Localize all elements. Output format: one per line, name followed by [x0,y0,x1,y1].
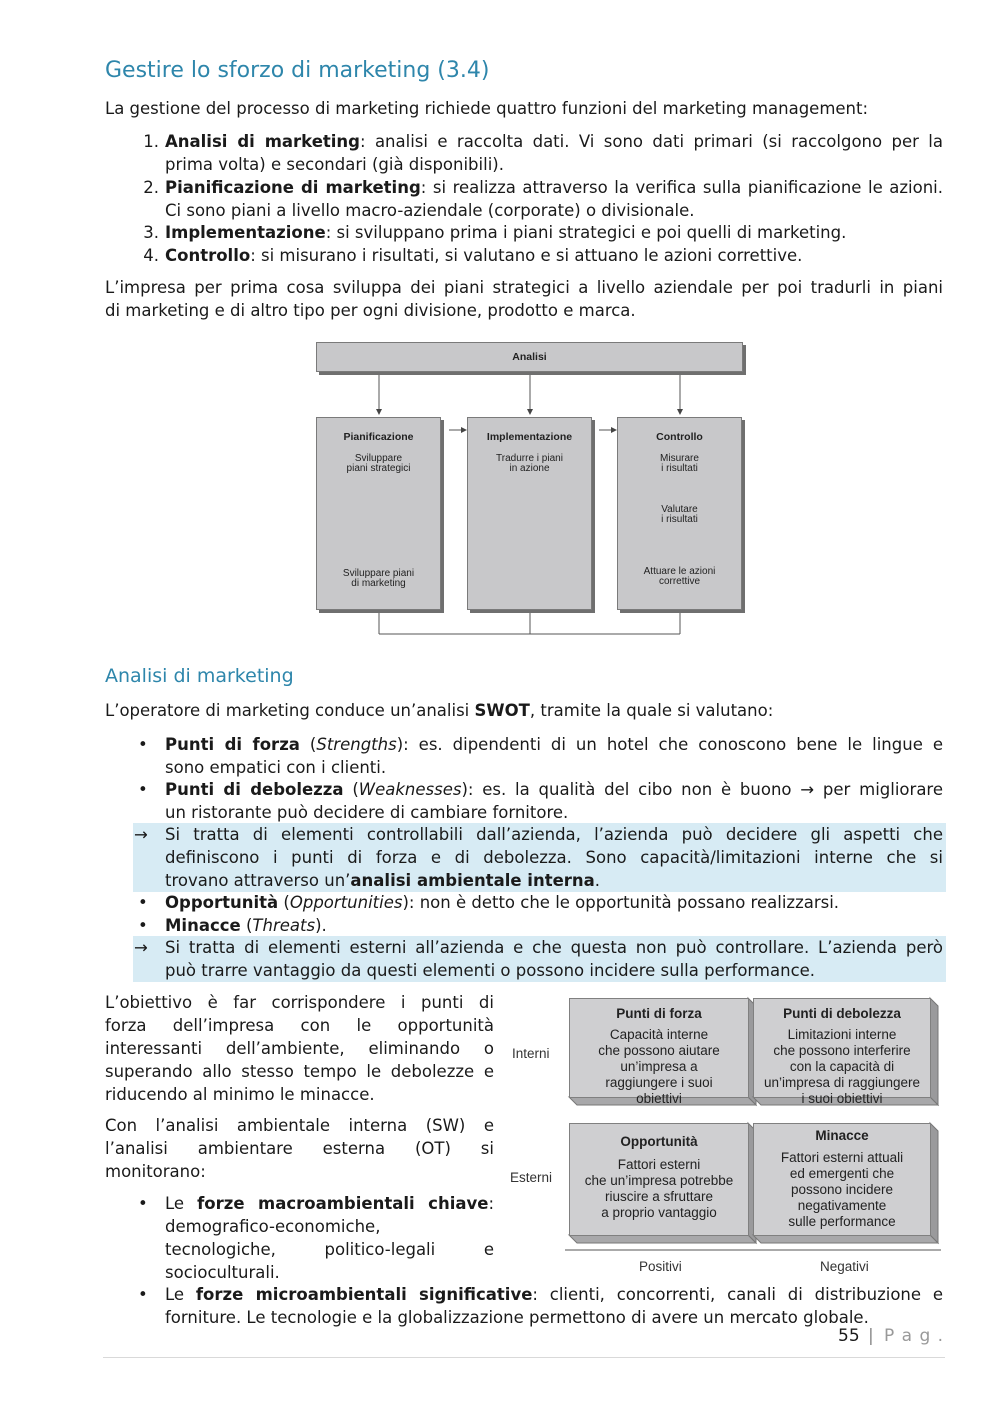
list-item [143,244,943,267]
list-number: 4. [143,246,159,265]
monitor-paragraph: Con l’analisi ambientale interna (SW) e l’analisi ambientare esterna (OT) si monitorano: [105,1116,494,1181]
analisi-label: Analisi [512,351,547,363]
item-text: prima volta) e secondari (già disponibili). [165,155,504,174]
item-text: : si misurano i risultati, si valutano e si attuano le azioni correttive. [250,246,803,265]
strategy-paragraph: L’impresa per prima cosa sviluppa dei piani strategici a livello aziendale per poi tradurli in piani di marketing e di altro tipo per ogni divisione, prodotto e marca. [105,278,943,320]
swot-matrix [505,993,945,1278]
item-text: Ci sono piani a livello macro-aziendale (corporate) o divisionale. [165,201,695,220]
col-label-positivi: Positivi [639,1259,682,1274]
list-item [143,130,943,176]
analisi-bar [316,342,743,372]
term-bold: Controllo [165,246,251,265]
note-internal: → Si tratta di elementi controllabili dall’azienda, l’azienda può decidere gli aspetti che definiscono i punti di forza e di debolezza. Sono capacità/limitazioni interne che si trovano attraverso un’analisi ambientale interna. [134,825,943,890]
controllo-title: Controllo [656,431,703,443]
page-number: 55 [838,1326,860,1346]
swot-threats: Minacce Fattori esterni attuali ed emergenti che possono incidere negativamente sulle performance [753,1123,931,1236]
bullet-icon: • [138,1194,148,1213]
bullet-icon: • [138,893,148,912]
swot-strengths: Punti di forza Capacità interne che possono aiutare un’impresa a raggiungere i suoi obiettivi [569,998,749,1098]
item-text: : si sviluppano prima i piani strategici e poi quelli di marketing. [325,223,847,242]
page-separator: | [868,1326,874,1346]
footer-divider [103,1357,945,1358]
swot-intro: L’operatore di marketing conduce un’analisi SWOT, tramite la quale si valutano: [105,701,774,720]
list-item: • Le forze macroambientali chiave: demografico-economiche, tecnologiche, politico-legali e socioculturali. [138,1194,494,1282]
marketing-process-diagram [315,340,747,640]
pianificazione-box: Pianificazione Sviluppare piani strategici Sviluppare piani di marketing [316,417,441,610]
list-item [143,221,943,244]
controllo-box: Controllo Misurare i risultati Valutare i risultati Attuare le azioni correttive [617,417,742,610]
list-item: • Opportunità (Opportunities): non è detto che le opportunità possano realizzarsi. [138,893,840,912]
bullet-icon: • [138,1285,148,1304]
row-label-esterni: Esterni [510,1170,553,1185]
row-label-interni: Interni [512,1046,550,1061]
swot-opportunities: Opportunità Fattori esterni che un’impresa potrebbe riuscire a sfruttare a proprio vantaggio [569,1123,749,1236]
pianificazione-title: Pianificazione [343,431,414,443]
swot-weaknesses: Punti di debolezza Limitazioni interne che possono interferire con la capacità di un’impresa di raggiungere i suoi obiettivi [753,998,931,1098]
item-text: : si realizza attraverso la verifica sulla pianificazione le azioni. [420,178,943,197]
list-item: • Minacce (Threats). [138,916,327,935]
page-title: Gestire lo sforzo di marketing (3.4) [105,58,490,83]
note-external: → Si tratta di elementi esterni all’azienda e che questa non può controllare. L’azienda però può trarre vantaggio da questi elementi o possono incidere sulla performance. [134,938,943,980]
list-item: • Punti di forza (Strengths): es. dipendenti di un hotel che conoscono bene le lingue e sono empatici con i clienti. [138,735,943,777]
term-bold: Analisi di marketing [165,132,360,151]
bullet-icon: • [138,735,148,754]
term-bold: Implementazione [165,223,326,242]
section-title: Analisi di marketing [105,665,294,687]
list-item: • Punti di debolezza (Weaknesses): es. la qualità del cibo non è buono → per migliorare un ristorante può decidere di cambiare fornitore. [138,780,943,822]
list-item: • Le forze microambientali significative: clienti, concorrenti, canali di distribuzione e forniture. Le tecnologie e la globalizzazione permettono di avere un mercato globale. [138,1285,943,1327]
bullet-icon: • [138,780,148,799]
term-bold: Pianificazione di marketing [165,178,421,197]
implementazione-title: Implementazione [486,431,573,443]
objective-paragraph: L’obiettivo è far corrispondere i punti di forza dell’impresa con le opportunità interessanti dell’ambiente, eliminando o superando allo stesso tempo le debolezze e riducendo al minimo le minacce. [105,993,494,1104]
page-label: P a g . [884,1326,945,1346]
col-label-negativi: Negativi [820,1259,869,1274]
implementazione-box: Implementazione Tradurre i piani in azione [467,417,592,610]
list-item [143,176,943,222]
arrow-right-icon: → [134,825,148,844]
bullet-icon: • [138,916,148,935]
list-number: 2. [143,178,159,197]
list-number: 3. [143,223,159,242]
list-number: 1. [143,132,159,151]
intro-paragraph: La gestione del processo di marketing richiede quattro funzioni del marketing management: [105,99,869,118]
arrow-right-icon: → [134,938,148,957]
item-text: : analisi e raccolta dati. Vi sono dati primari (si raccolgono per la [359,132,943,151]
